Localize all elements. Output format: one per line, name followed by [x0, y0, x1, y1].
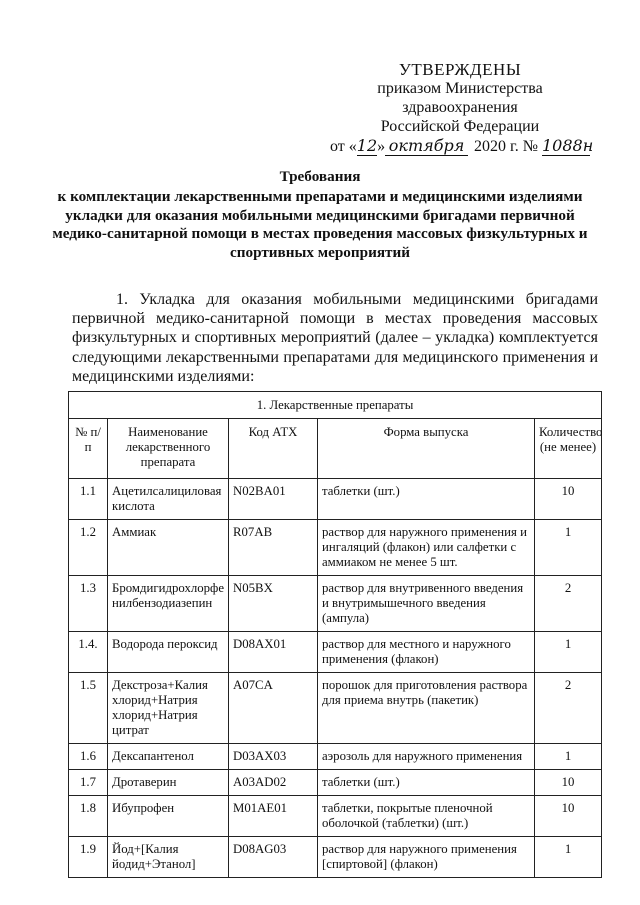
- approval-date-line: [330, 136, 594, 156]
- cell-form: раствор для внутривенного введения и внутримышечного введения (ампула): [318, 576, 535, 632]
- cell-qty: 10: [535, 479, 602, 520]
- cell-atc: A03AD02: [229, 770, 318, 796]
- table-row: [69, 837, 602, 878]
- cell-name: Ибупрофен: [108, 796, 229, 837]
- cell-name: Декстроза+Калия хлорид+Натрия хлорид+Натрия цитрат: [108, 673, 229, 744]
- table-section-row: [69, 392, 602, 419]
- cell-form: раствор для наружного применения [спиртовой] (флакон): [318, 837, 535, 878]
- table-row: [69, 632, 602, 673]
- date-day: 12: [356, 136, 378, 155]
- cell-name: Водорода пероксид: [108, 632, 229, 673]
- table-header-row: [69, 419, 602, 479]
- cell-qty: 1: [535, 632, 602, 673]
- date-month: октября: [385, 136, 468, 156]
- cell-form: порошок для приготовления раствора для приема внутрь (пакетик): [318, 673, 535, 744]
- cell-num: 1.6: [69, 744, 108, 770]
- cell-atc: M01AE01: [229, 796, 318, 837]
- cell-form: раствор для наружного применения и ингаляций (флакон) или салфетки с аммиаком не менее 5 шт.: [318, 520, 535, 576]
- table-row: [69, 796, 602, 837]
- header-atc: Код АТХ: [229, 419, 318, 479]
- table-row: [69, 479, 602, 520]
- cell-atc: D08AX01: [229, 632, 318, 673]
- cell-qty: 1: [535, 837, 602, 878]
- header-name: Наименование лекарственного препарата: [108, 419, 229, 479]
- cell-name: Дексапантенол: [108, 744, 229, 770]
- cell-num: 1.5: [69, 673, 108, 744]
- table-row: [69, 770, 602, 796]
- cell-atc: R07AB: [229, 520, 318, 576]
- cell-qty: 10: [535, 796, 602, 837]
- cell-atc: A07CA: [229, 673, 318, 744]
- order-number: 1088н: [542, 136, 594, 155]
- cell-form: таблетки, покрытые пленочной оболочкой (таблетки) (шт.): [318, 796, 535, 837]
- document-title: [40, 168, 600, 262]
- cell-num: 1.2: [69, 520, 108, 576]
- cell-name: Аммиак: [108, 520, 229, 576]
- table-row: [69, 520, 602, 576]
- title-heading: Требования: [279, 168, 361, 185]
- cell-num: 1.9: [69, 837, 108, 878]
- cell-num: 1.8: [69, 796, 108, 837]
- cell-qty: 1: [535, 744, 602, 770]
- header-form: Форма выпуска: [318, 419, 535, 479]
- approval-heading: УТВЕРЖДЕНЫ: [398, 60, 522, 79]
- header-qty: Количество (не менее): [535, 419, 602, 479]
- cell-num: 1.4.: [69, 632, 108, 673]
- approval-line-country: Российской Федерации: [380, 118, 540, 135]
- date-year: 2020 г. №: [473, 138, 538, 155]
- cell-num: 1.7: [69, 770, 108, 796]
- cell-name: Йод+[Калия йодид+Этанол]: [108, 837, 229, 878]
- section-title: 1. Лекарственные препараты: [69, 392, 602, 419]
- cell-num: 1.3: [69, 576, 108, 632]
- intro-text: 1. Укладка для оказания мобильными медицинскими бригадами первичной медико-санитарной помощи в местах проведения массовых физкультурных и спортивных мероприятий (далее – укладка) комплектуется следующими лекарственными препаратами для медицинского применения и медицинскими изделиями:: [72, 291, 598, 385]
- cell-name: Дротаверин: [108, 770, 229, 796]
- cell-name: Бромдигидрохлорфенилбензодиазепин: [108, 576, 229, 632]
- cell-qty: 2: [535, 673, 602, 744]
- cell-qty: 10: [535, 770, 602, 796]
- cell-atc: D03AX03: [229, 744, 318, 770]
- approval-block: [330, 60, 594, 156]
- title-subheading: к комплектации лекарственными препаратами и медицинскими изделиями укладки для оказания мобильными медицинскими бригадами первичной медико-санитарной помощи в местах проведения массовых физкультурных и спортивных мероприятий: [52, 188, 588, 261]
- cell-form: таблетки (шт.): [318, 770, 535, 796]
- cell-form: раствор для местного и наружного применения (флакон): [318, 632, 535, 673]
- table-row: [69, 744, 602, 770]
- intro-paragraph: [72, 290, 598, 386]
- cell-num: 1.1: [69, 479, 108, 520]
- approval-line-ministry: приказом Министерства здравоохранения: [377, 80, 543, 116]
- table-row: [69, 673, 602, 744]
- cell-name: Ацетилсалициловая кислота: [108, 479, 229, 520]
- date-mid: »: [377, 138, 386, 155]
- cell-atc: D08AG03: [229, 837, 318, 878]
- medications-table: [68, 391, 602, 878]
- cell-atc: N05BX: [229, 576, 318, 632]
- cell-qty: 1: [535, 520, 602, 576]
- cell-form: таблетки (шт.): [318, 479, 535, 520]
- table-row: [69, 576, 602, 632]
- cell-form: аэрозоль для наружного применения: [318, 744, 535, 770]
- cell-atc: N02BA01: [229, 479, 318, 520]
- header-num: № п/п: [69, 419, 108, 479]
- cell-qty: 2: [535, 576, 602, 632]
- date-prefix: от «: [330, 138, 357, 155]
